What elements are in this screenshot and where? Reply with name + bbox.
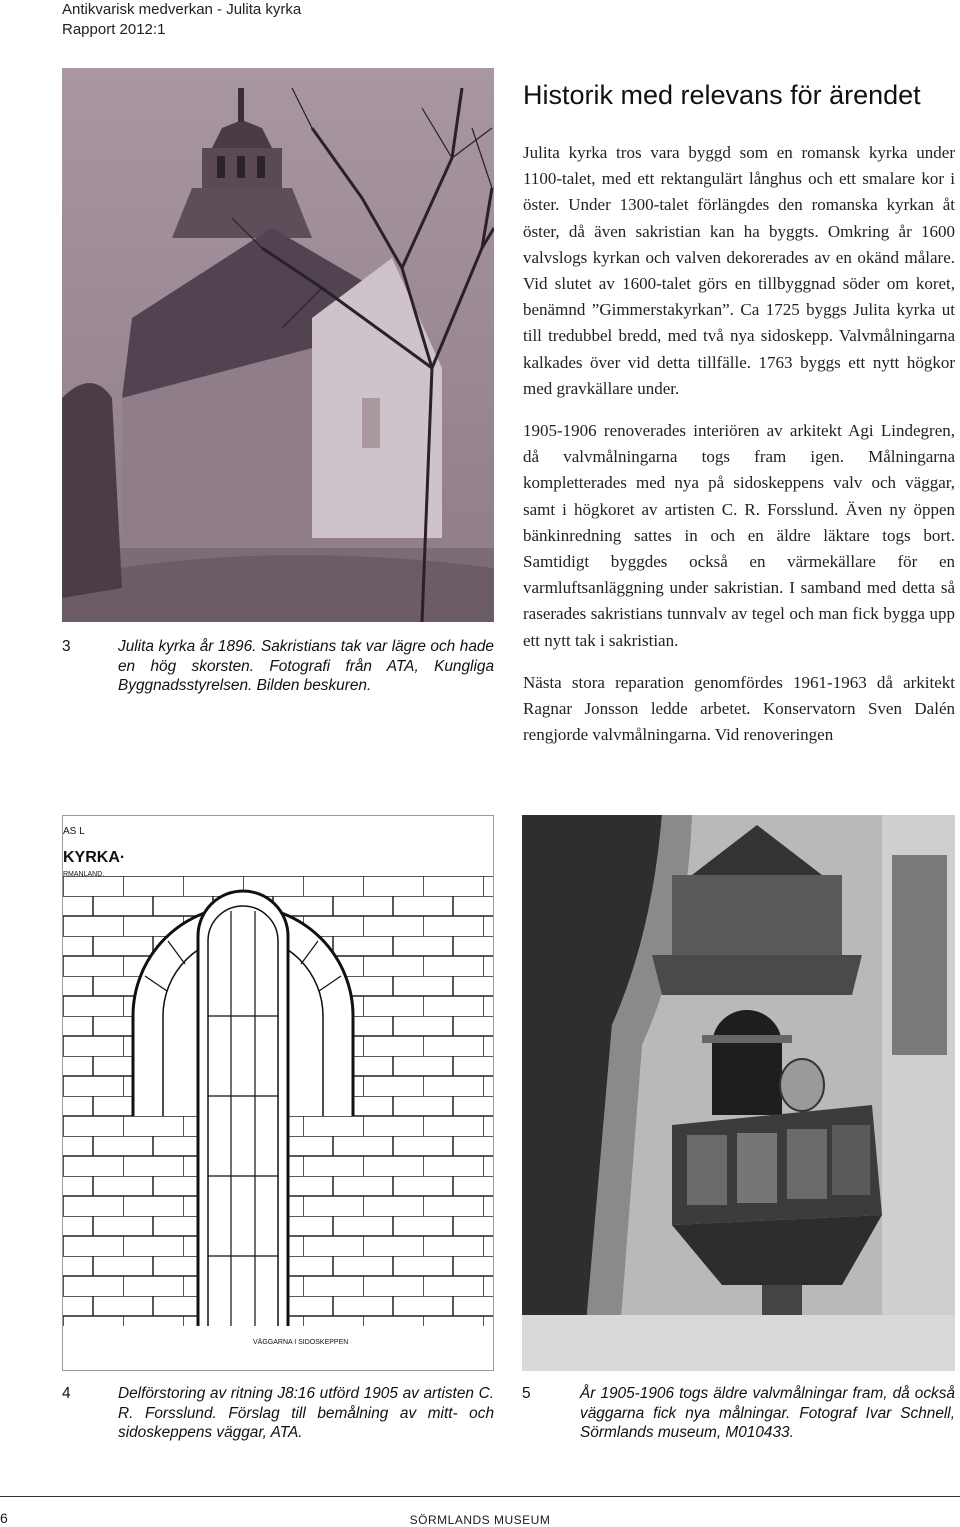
drawing-label-top: AS L	[63, 826, 85, 837]
figure-5-number: 5	[522, 1385, 531, 1402]
wall-painting-drawing	[62, 815, 494, 1371]
figure-4-caption-text: Delförstoring av ritning J8:16 utförd 1905 av artisten C. R. Forsslund. Förslag till bemålning av mitt- och sidoskeppens väggar, ATA.	[118, 1385, 494, 1441]
figure-4-caption	[62, 1384, 494, 1464]
figure-3-number: 3	[62, 638, 71, 655]
figure-3-caption	[62, 637, 494, 717]
paragraph-renovation-1905: 1905-1906 renoverades interiören av arkitekt Agi Lindegren, då valvmålningarna togs fram igen. Målningarna kompletterades med nya på sidoskeppens valv och väggar, samt i högkoret av artisten C. R. Forsslund. Även ny öppen bänkinredning sattes in och en äldre läktare togs bort. Samtidigt byggdes också en värmekällare för en varmluftsanläggning under sakristian. I samband med detta så raserades sakristians tunnvalv av tegel och man fick bygga upp ett nytt tak i sakristian.	[523, 421, 955, 650]
church-exterior-illustration	[62, 68, 494, 622]
church-exterior-photo	[62, 68, 494, 622]
header-report-number: Rapport 2012:1	[62, 21, 166, 38]
window-brick-wall-drawing	[63, 816, 493, 1370]
drawing-label-title: KYRKA·	[63, 849, 126, 866]
figure-3-caption-text: Julita kyrka år 1896. Sakristians tak var lägre och hade en hög skorsten. Fotografi från ATA, Kungliga Byggnadsstyrelsen. Bilden beskuren.	[118, 638, 494, 694]
page-number: 6	[0, 1510, 8, 1526]
footer-rule	[0, 1496, 960, 1497]
header-report-title: Antikvarisk medverkan - Julita kyrka	[62, 1, 302, 18]
section-title: Historik med relevans för ärendet	[523, 80, 921, 110]
figure-5-caption	[522, 1384, 955, 1464]
body-text-column	[523, 140, 955, 764]
figure-5-caption-text: År 1905-1906 togs äldre valvmålningar fram, då också väggarna fick nya målningar. Fotograf Ivar Schnell, Sörmlands museum, M010433.	[580, 1385, 955, 1441]
figure-4-number: 4	[62, 1385, 71, 1402]
pulpit-illustration	[522, 815, 955, 1371]
paragraph-history-early: Julita kyrka tros vara byggd som en romansk kyrka under 1100-talet, med ett rektangulärt långhus och ett smalare kor i öster. Under 1300-talet förlängdes den romanska kyrkan åt öster, då även sakristian kan ha byggts. Omkring år 1600 valvslogs kyrkan och valven dekorerades av en okänd målare. Vid slutet av 1600-talet görs en tillbyggnad söder om koret, benämnd ”Gimmerstakyrkan”. Ca 1725 byggs Julita kyrka ut till tredubbel bredd, med två nya sidoskepp. Valvmålningarna kalkades över vid detta tillfälle. 1763 byggs ett nytt högkor med gravkällare under.	[523, 143, 955, 398]
pulpit-interior-photo	[522, 815, 955, 1371]
drawing-label-subtitle: RMANLAND.	[63, 871, 105, 878]
footer-publisher: SÖRMLANDS MUSEUM	[409, 1513, 551, 1527]
running-header	[62, 0, 301, 40]
paragraph-repair-1961: Nästa stora reparation genomfördes 1961-1963 då arkitekt Ragnar Jonsson ledde arbetet. Konservatorn Sven Dalén rengjorde valvmålningarna. Vid renoveringen	[523, 672, 955, 745]
drawing-label-bottom: VÄGGARNA I SIDOSKEPPEN	[253, 1339, 349, 1346]
